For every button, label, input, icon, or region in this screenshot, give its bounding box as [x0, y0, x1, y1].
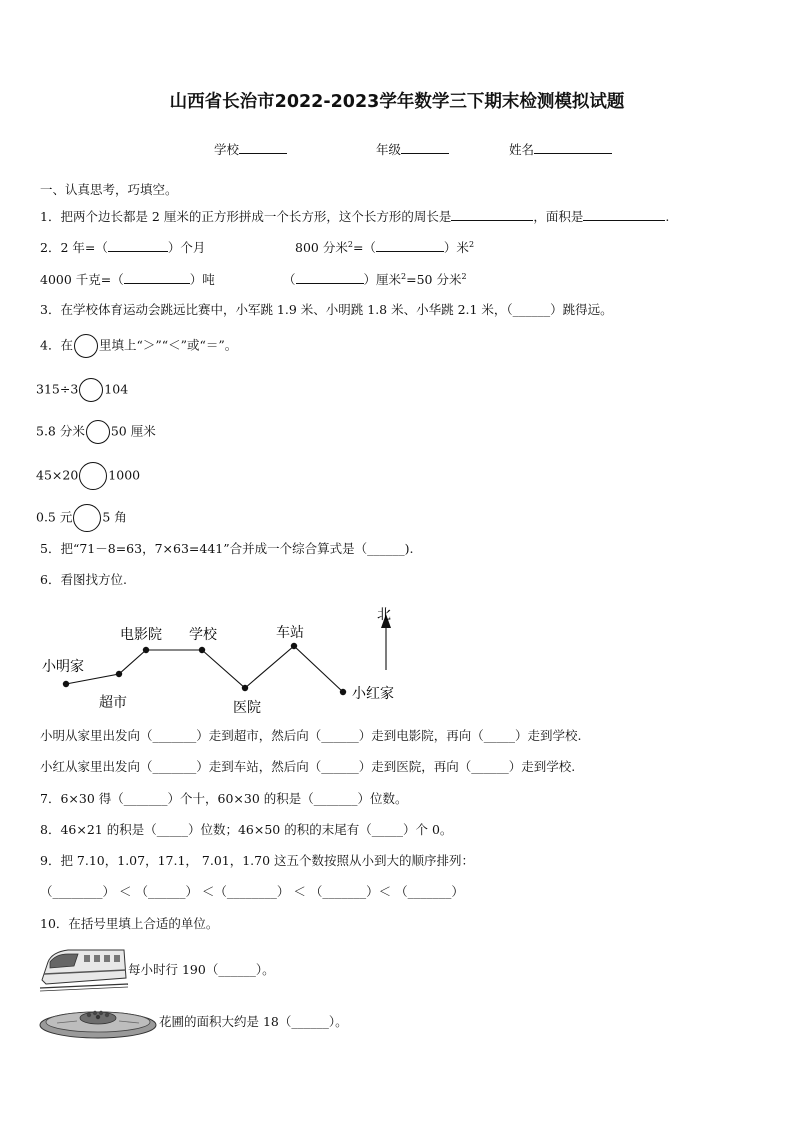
q4-item-left: 5.8 分米	[36, 423, 85, 439]
q9-order-line: （________） ＜ （______） ＜（________） ＜ （_______）＜ （_______）	[40, 884, 464, 899]
compare-circle[interactable]	[79, 462, 107, 490]
question-7: 7．6×30 得（_______）个十，60×30 的积是（_______）位数。	[40, 791, 408, 806]
q2c-end: ）吨	[189, 272, 215, 287]
q4-item-2	[36, 420, 156, 444]
q2b-sup: 2	[347, 239, 353, 249]
question-6: 6．看图找方位.	[40, 572, 127, 587]
page-title: 山西省长治市2022-2023学年数学三下期末检测模拟试题	[169, 92, 625, 112]
question-3: 3．在学校体育运动会跳远比赛中，小军跳 1.9 米、小明跳 1.8 米、小华跳 2.1 米，（______）跳得远。	[40, 302, 613, 317]
question-4	[40, 334, 237, 358]
q2c-blank[interactable]	[124, 271, 190, 284]
garden-icon	[37, 1001, 159, 1041]
label-north: 北	[377, 607, 391, 623]
q2b-blank[interactable]	[376, 239, 444, 252]
q4-item-right: 104	[104, 381, 129, 397]
q6-line-1: 小明从家里出发向（_______）走到超市，然后向（______）走到电影院，再向（_____）走到学校.	[40, 728, 582, 743]
compare-circle[interactable]	[79, 378, 103, 402]
q2c-text: 4000 千克=（	[40, 272, 124, 287]
q10-garden: 花圃的面积大约是 18（______）。	[159, 1014, 348, 1029]
point-xuexiao	[199, 647, 205, 653]
q4-item-right: 1000	[108, 467, 141, 483]
q4-item-left: 0.5 元	[36, 509, 73, 525]
q4-example-circle	[74, 334, 98, 358]
name-blank[interactable]	[534, 141, 612, 154]
name-label: 姓名	[509, 142, 535, 157]
question-2b	[295, 239, 474, 256]
point-chezhan	[291, 643, 297, 649]
q6-line-2: 小红从家里出发向（_______）走到车站，然后向（______）走到医院，再向（______）走到学校.	[40, 759, 576, 774]
point-chaoshi	[116, 671, 122, 677]
q10-train: 每小时行 190（______）。	[128, 962, 275, 977]
q1-blank-perimeter[interactable]	[451, 208, 533, 221]
q1-end: .	[665, 209, 670, 224]
q2a-blank[interactable]	[108, 239, 168, 252]
q2b-end: ）米	[443, 240, 469, 255]
label-xuexiao: 学校	[189, 627, 217, 643]
q2b-text: 800 分米	[295, 240, 348, 255]
q2a-text: 2．2 年=（	[40, 240, 108, 255]
question-2a	[40, 239, 205, 256]
label-dianyingyuan: 电影院	[120, 627, 162, 643]
label-xiaoming: 小明家	[42, 659, 84, 675]
q2d-blank[interactable]	[296, 271, 364, 284]
question-2c	[40, 271, 215, 288]
label-yiyuan: 医院	[233, 700, 261, 716]
point-dianyingyuan	[143, 647, 149, 653]
q4-item-left: 315÷3	[36, 381, 79, 397]
question-2d	[283, 271, 467, 288]
section-heading: 一、认真思考，巧填空。	[40, 182, 178, 197]
question-10: 10．在括号里填上合适的单位。	[40, 916, 219, 931]
question-9: 9．把 7.10，1.07，17.1， 7.01，1.70 这五个数按照从小到大的顺序排列：	[40, 853, 475, 868]
school-blank[interactable]	[239, 141, 287, 154]
name-field	[509, 141, 612, 158]
compare-circle[interactable]	[73, 504, 101, 532]
school-field	[214, 141, 287, 158]
q2d-text: （	[283, 272, 296, 287]
q4-suffix: 里填上“＞”“＜”或“＝”。	[98, 337, 238, 353]
q2d-tail: =50 分米	[406, 272, 462, 287]
label-xiaohong: 小红家	[352, 686, 394, 702]
question-8: 8．46×21 的积是（_____）位数；46×50 的积的末尾有（_____）个 0。	[40, 822, 453, 837]
q2d-sup: 2	[401, 271, 407, 281]
question-1	[40, 208, 669, 225]
point-xiaohong	[340, 689, 346, 695]
q2b-sup2: 2	[468, 239, 475, 249]
q4-item-right: 50 厘米	[110, 423, 156, 439]
q4-item-1	[36, 378, 128, 402]
grade-field	[376, 141, 449, 158]
q4-item-right: 5 角	[102, 509, 127, 525]
grade-label: 年级	[376, 142, 402, 157]
q2a-end: ）个月	[167, 240, 206, 255]
q4-item-4	[36, 504, 127, 532]
grade-blank[interactable]	[401, 141, 449, 154]
compare-circle[interactable]	[86, 420, 110, 444]
question-5: 5．把“71－8=63，7×63=441”合并成一个综合算式是（______).	[40, 541, 414, 556]
q4-item-left: 45×20	[36, 467, 79, 483]
q4-prefix: 4．在	[40, 337, 73, 353]
q1-text: 1．把两个边长都是 2 厘米的正方形拼成一个长方形，这个长方形的周长是	[40, 209, 452, 224]
point-xiaoming	[63, 681, 69, 687]
q4-item-3	[36, 462, 140, 490]
route-line	[66, 646, 343, 692]
q1-blank-area[interactable]	[583, 208, 665, 221]
q1-mid: ，面积是	[533, 209, 584, 224]
q2d-sup2: 2	[461, 271, 467, 281]
school-label: 学校	[214, 142, 240, 157]
label-chaoshi: 超市	[99, 695, 127, 711]
label-chezhan: 车站	[276, 625, 304, 641]
q2d-end: ）厘米	[363, 272, 402, 287]
train-icon	[38, 944, 130, 992]
q2b-mid: =（	[352, 240, 376, 255]
direction-map	[30, 598, 430, 723]
point-yiyuan	[242, 685, 248, 691]
